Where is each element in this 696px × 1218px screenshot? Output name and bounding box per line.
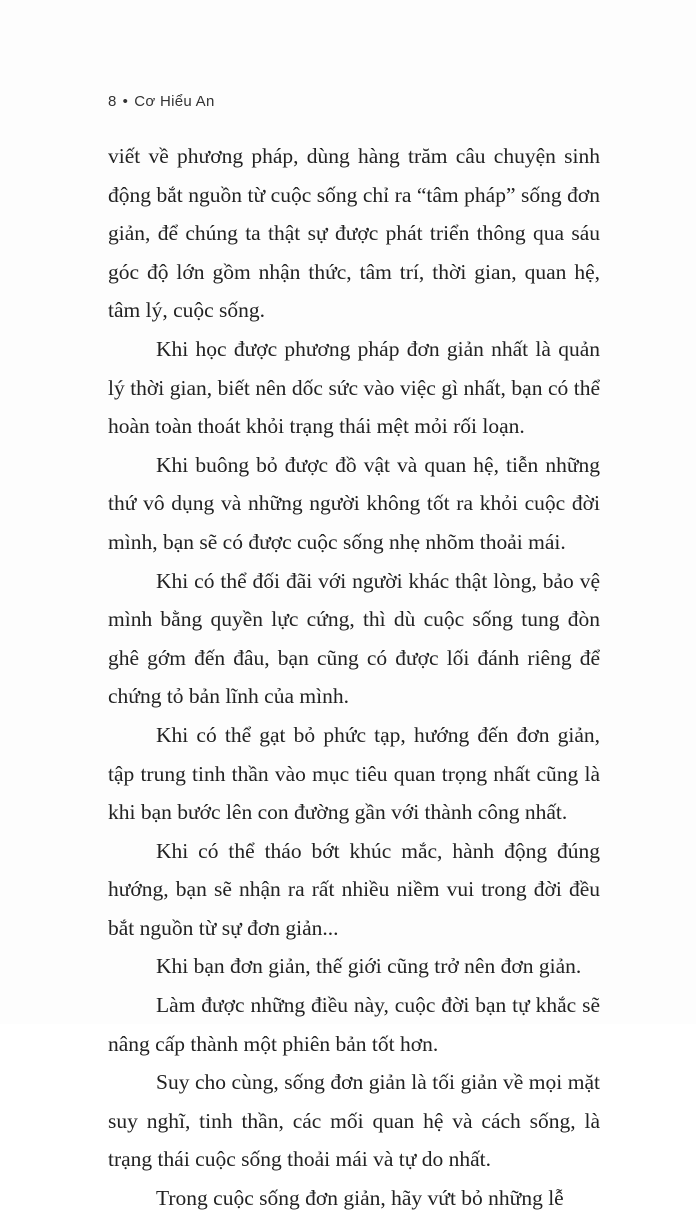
paragraph: Trong cuộc sống đơn giản, hãy vứt bỏ những lễ xyxy=(156,1186,564,1211)
author-name: Cơ Hiểu An xyxy=(134,93,215,110)
paragraph: Khi có thể gạt bỏ phức tạp, hướng đến đơn giản, tập trung tinh thần vào mục tiêu quan trọng nhất cũng là khi bạn bước lên con đường gần với thành công nhất. xyxy=(108,722,600,825)
paragraph: Suy cho cùng, sống đơn giản là tối giản về mọi mặt suy nghĩ, tinh thần, các mối quan hệ và cách sống, là trạng thái cuộc sống thoải mái và tự do nhất. xyxy=(108,1070,600,1172)
paragraph: viết về phương pháp, dùng hàng trăm câu chuyện sinh động bắt nguồn từ cuộc sống chỉ ra “tâm pháp” sống đơn giản, để chúng ta thật sự được phát triển thông qua sáu góc độ lớn gồm nhận thức, tâm trí, thời gian, quan hệ, tâm lý, cuộc sống. xyxy=(108,144,600,323)
paragraph: Làm được những điều này, cuộc đời bạn tự khắc sẽ nâng cấp thành một phiên bản tốt hơn. xyxy=(108,993,600,1056)
paragraph: Khi bạn đơn giản, thế giới cũng trở nên đơn giản. xyxy=(156,954,582,979)
running-header xyxy=(108,93,215,110)
paragraph: Khi học được phương pháp đơn giản nhất là quản lý thời gian, biết nên dốc sức vào việc gì nhất, bạn có thể hoàn toàn thoát khỏi trạng thái mệt mỏi rối loạn. xyxy=(108,336,600,439)
header-separator: • xyxy=(122,93,129,110)
paragraph: Khi buông bỏ được đồ vật và quan hệ, tiễn những thứ vô dụng và những người không tốt ra khỏi cuộc đời mình, bạn sẽ có được cuộc sống nhẹ nhõm thoải mái. xyxy=(108,452,600,554)
page-number: 8 xyxy=(108,93,117,110)
paragraph: Khi có thể tháo bớt khúc mắc, hành động đúng hướng, bạn sẽ nhận ra rất nhiều niềm vui trong đời đều bắt nguồn từ sự đơn giản... xyxy=(108,838,600,940)
body-text xyxy=(108,137,600,1218)
paragraph: Khi có thể đối đãi với người khác thật lòng, bảo vệ mình bằng quyền lực cứng, thì dù cuộc sống tung đòn ghê gớm đến đâu, bạn cũng có được lối đánh riêng để chứng tỏ bản lĩnh của mình. xyxy=(108,568,600,709)
